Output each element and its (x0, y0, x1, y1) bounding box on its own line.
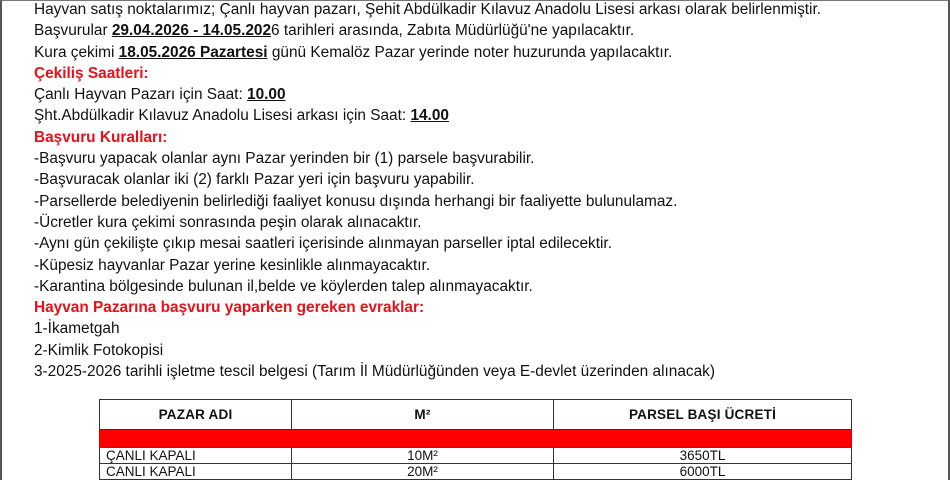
application-dates-prefix: Başvurular (34, 22, 112, 40)
document-item: 3-2025-2026 tarihli işletme tescil belgesi (Tarım İl Müdürlüğünden veya E-devlet üzerinden alınacak) (34, 363, 715, 381)
table-row (100, 448, 852, 464)
market-name-cell: ÇANLI KAPALI (100, 448, 292, 464)
header-market-name: PAZAR ADI (100, 400, 292, 430)
draw-time-value-2: 14.00 (410, 107, 449, 125)
rules-heading: Başvuru Kuralları: (34, 128, 168, 146)
rule-item: -Parsellerde belediyenin belirlediği faaliyet konusu dışında herhangi bir faaliyette bulunulamaz. (34, 192, 678, 210)
fee-cell: 3650TL (554, 448, 852, 464)
header-parcel-fee: PARSEL BAŞI ÜCRETİ (554, 400, 852, 430)
fee-table-red-separator (100, 430, 852, 448)
market-name-cell: CANLI KAPALI (100, 464, 292, 480)
area-cell: 20M² (292, 464, 554, 480)
document-item: 2-Kimlik Fotokopisi (34, 341, 164, 359)
documents-heading: Hayvan Pazarına başvuru yaparken gereken evraklar: (34, 299, 425, 317)
draw-time-label-2: Şht.Abdülkadir Kılavuz Anadolu Lisesi arkası için Saat: (34, 107, 411, 125)
draw-date-prefix: Kura çekimi (34, 43, 119, 61)
application-dates: 29.04.2026 - 14.05.202 (111, 22, 272, 40)
draw-time-label-1: Çanlı Hayvan Pazarı için Saat: (34, 86, 248, 104)
intro-line-draw-date (34, 42, 934, 63)
application-dates-suffix: 6 tarihleri arasında, Zabıta Müdürlüğü'ne yapılacaktır. (271, 22, 635, 40)
intro-line-locations (34, 0, 934, 20)
fee-table (99, 399, 852, 480)
area-cell: 10M² (292, 448, 554, 464)
rule-item: -Başvuracak olanlar iki (2) farklı Pazar yeri için başvuru yapabilir. (34, 171, 475, 189)
rule-item: -Başvuru yapacak olanlar aynı Pazar yerinden bir (1) parsele başvurabilir. (34, 150, 535, 168)
header-area: M² (292, 400, 554, 430)
table-row (100, 464, 852, 480)
intro-line-application-dates (34, 20, 934, 41)
announcement-document (34, 0, 934, 382)
draw-times-heading: Çekiliş Saatleri: (34, 64, 149, 82)
rule-item: -Karantina bölgesinde bulunan il,belde ve köylerden talep alınmayacaktır. (34, 277, 533, 295)
fee-table-header-row (100, 400, 852, 430)
fee-cell: 6000TL (554, 464, 852, 480)
rule-item: -Ücretler kura çekimi sonrasında peşin olarak alınacaktır. (34, 213, 422, 231)
draw-date-suffix: günü Kemalöz Pazar yerinde noter huzurunda yapılacaktır. (267, 43, 673, 61)
draw-time-item-2 (34, 105, 934, 126)
rule-item: -Aynı gün çekilişte çıkıp mesai saatleri içerisinde alınmayan parseller iptal edilecektir. (34, 235, 612, 253)
locations-text: Hayvan satış noktalarımız; Çanlı hayvan pazarı, Şehit Abdülkadir Kılavuz Anadolu Lisesi arkası olarak belirlenmiştir. (34, 1, 822, 18)
document-item: 1-İkametgah (34, 320, 120, 338)
draw-date: 18.05.2026 Pazartesi (118, 43, 268, 61)
draw-time-value-1: 10.00 (247, 86, 286, 104)
rule-item: -Küpesiz hayvanlar Pazar yerine kesinlikle alınmayacaktır. (34, 256, 431, 274)
draw-time-item-1 (34, 84, 934, 105)
